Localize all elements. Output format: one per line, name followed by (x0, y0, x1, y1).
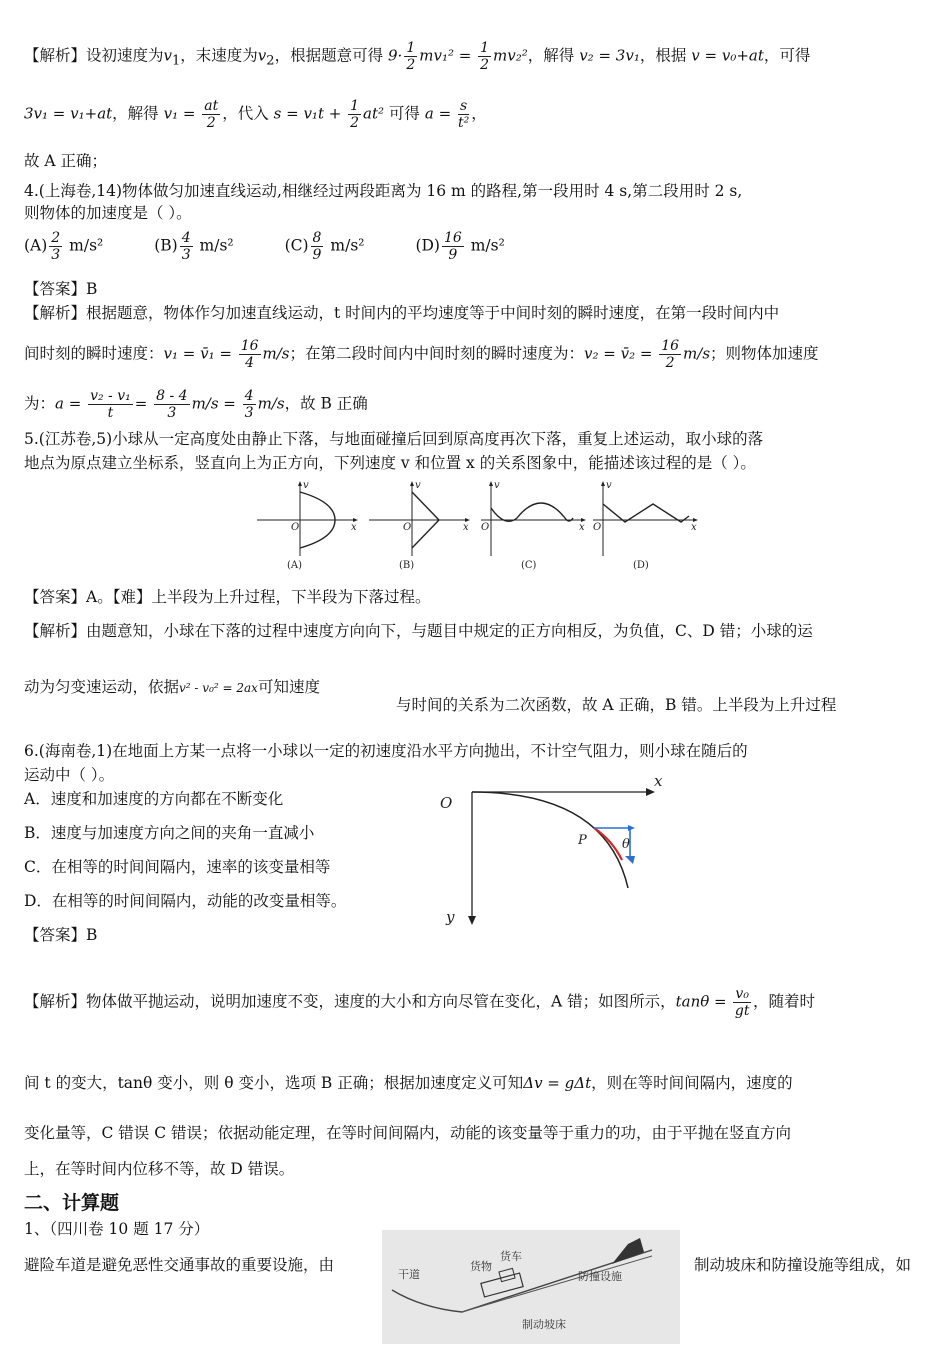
q5-graph-d-o: O (593, 522, 602, 533)
photo-label-truck: 货车 (500, 1250, 522, 1263)
q6-fig-origin: O (440, 794, 453, 812)
q5-graphs (255, 478, 705, 574)
q4-option-a[interactable]: (A) $\frac{2}{3}$ m/s² (24, 230, 104, 263)
photo-label-cargo: 货物 (470, 1260, 492, 1273)
q6-option-c[interactable]: C．在相等的时间间隔内，速率的该变量相等 (24, 858, 331, 876)
q4-option-b[interactable]: (B) $\frac{4}{3}$ m/s² (154, 230, 234, 263)
q5-graph-b-v: v (415, 480, 421, 491)
q5-analysis-line2-cont: 与时间的关系为二次函数，故 A 正确，B 错。上半段为上升过程 (396, 696, 837, 714)
q5-graph-b-x: x (463, 522, 469, 533)
q5-graph-c-v: v (494, 480, 500, 491)
q5-graph-c-label: (C) (521, 560, 537, 571)
q5-graph-b[interactable] (369, 480, 470, 571)
calc-q1-text-right: 制动坡床和防撞设施等组成，如 (694, 1256, 912, 1274)
q5-graph-b-label: (B) (399, 560, 415, 571)
q5-graph-d-v: v (606, 480, 612, 491)
q4-option-d[interactable]: (D) $\frac{16}{9}$ m/s² (415, 230, 505, 263)
q5-answer: 【答案】A。【难】上半段为上升过程，下半段为下落过程。 (24, 588, 431, 606)
q5-analysis-line1: 【解析】由题意知，小球在下落的过程中速度方向向下，与题目中规定的正方向相反，为负值，C、D 错；小球的运 (24, 622, 813, 640)
q5-graph-c-x: x (579, 522, 585, 533)
calc-q1-title: 1、（四川卷 10 题 17 分） (24, 1220, 210, 1238)
q6-fig-theta: θ (622, 837, 630, 852)
q6-option-a[interactable]: A．速度和加速度的方向都在不断变化 (24, 790, 284, 808)
q5-graph-a-x: x (351, 522, 357, 533)
q5-graph-a-label: (A) (287, 560, 303, 571)
q6-option-b[interactable]: B．速度与加速度方向之间的夹角一直减小 (24, 824, 315, 842)
q6-analysis-line1: 【解析】物体做平抛运动，说明加速度不变，速度的大小和方向尽管在变化，A 错；如图所示，tanθ = $\frac{\text{v₀}}{gt}$ ，随着时 (24, 986, 815, 1019)
escape-ramp-sketch (382, 1230, 680, 1344)
q3-conclusion: 故 A 正确； (24, 152, 108, 170)
q6-fig-point-p: P (578, 833, 587, 848)
q4-option-c[interactable]: (C) $\frac{8}{9}$ m/s² (284, 230, 365, 263)
q4-stem-line2: 则物体的加速度是（ ）。 (24, 204, 192, 222)
q5-graph-b-o: O (403, 522, 412, 533)
escape-ramp-photo (382, 1230, 680, 1344)
q6-fig-x-axis: x (654, 772, 663, 790)
q6-projectile-figure (436, 770, 672, 930)
q5-analysis-line2: 动为匀变速运动，依据v² - v₀² = 2ax可知速度 (24, 678, 320, 696)
q4-analysis-line1: 【解析】根据题意，物体作匀加速直线运动，t 时间内的平均速度等于中间时刻的瞬时速度，在第一段时间内中 (24, 304, 780, 322)
q6-fig-y-axis: y (446, 908, 455, 926)
photo-label-barrier: 防撞设施 (578, 1270, 622, 1283)
q5-stem-line1: 5.(江苏卷,5)小球从一定高度处由静止下落，与地面碰撞后回到原高度再次下落，重复上述运动，取小球的落 (24, 430, 764, 448)
q5-graph-c-o: O (481, 522, 490, 533)
photo-label-brake-bed: 制动坡床 (522, 1318, 566, 1331)
photo-label-main-road: 干道 (398, 1268, 420, 1281)
q6-stem-line1: 6.(海南卷,1)在地面上方某一点将一小球以一定的初速度沿水平方向抛出，不计空气阻力，则小球在随后的 (24, 742, 748, 760)
q4-analysis-line2: 间时刻的瞬时速度：v₁ = v̄₁ = $\frac{16}{4}$ m/s；在第二段时间内中间时刻的瞬时速度为：v₂ = v̄₂ = $\frac{16}{2}$ m/s；则物体加速度 (24, 338, 819, 371)
section-heading: 二、计算题 (24, 1192, 120, 1214)
q5-graph-c[interactable] (481, 480, 586, 571)
q6-option-d[interactable]: D．在相等的时间间隔内，动能的改变量相等。 (24, 892, 347, 910)
q6-analysis-line4: 上，在等时间内位移不等，故 D 错误。 (24, 1160, 295, 1178)
q5-graph-a[interactable] (257, 480, 358, 571)
q5-stem-line2: 地点为原点建立坐标系，竖直向上为正方向，下列速度 v 和位置 x 的关系图象中，能描述该过程的是（ ）。 (24, 454, 756, 472)
q5-graph-d[interactable] (593, 480, 698, 571)
q4-options (24, 230, 551, 263)
q4-stem-line1: 4.(上海卷,14)物体做匀加速直线运动,相继经过两段距离为 16 m 的路程,第一段用时 4 s,第二段用时 2 s, (24, 182, 743, 200)
q5-graph-a-v: v (303, 480, 309, 491)
q4-analysis-line3: 为：a = $\frac{\text{v₂ - v₁}}{t}$ = $\frac{8 - 4}{3}$ m/s = $\frac{4}{3}$ m/s，故 B 正确 (24, 388, 368, 421)
q5-graph-d-label: (D) (633, 560, 649, 571)
calc-q1-text-left: 避险车道是避免恶性交通事故的重要设施，由 (24, 1256, 335, 1274)
q6-stem-line2: 运动中（ ）。 (24, 766, 115, 784)
q3-analysis-line2: 3v₁ = v₁+at，解得 v₁ = $\frac{at}{2}$ ，代入 s = v₁t + $\frac{1}{2}$ at² 可得 a = $\frac{s}{\text{t²}}$ ， (24, 98, 487, 131)
q6-answer: 【答案】B (24, 926, 98, 944)
q6-analysis-line2: 间 t 的变大，tanθ 变小，则 θ 变小，选项 B 正确；根据加速度定义可知Δv = gΔt，则在等时间间隔内，速度的 (24, 1074, 793, 1092)
q6-analysis-line3: 变化量等，C 错误 C 错误；依据动能定理，在等时间间隔内，动能的该变量等于重力的功，由于平抛在竖直方向 (24, 1124, 792, 1142)
q5-graph-a-o: O (291, 522, 300, 533)
q4-answer: 【答案】B (24, 280, 98, 298)
q5-graph-d-x: x (691, 522, 697, 533)
q3-analysis-line1: 【解析】设初速度为$v_1$，末速度为$v_2$，根据题意可得 9· $\frac{1}{2}$ mv₁² = $\frac{1}{2}$ mv₂²，解得 v₂ = 3v₁，根据 v = v₀+at，可得 (24, 40, 811, 73)
